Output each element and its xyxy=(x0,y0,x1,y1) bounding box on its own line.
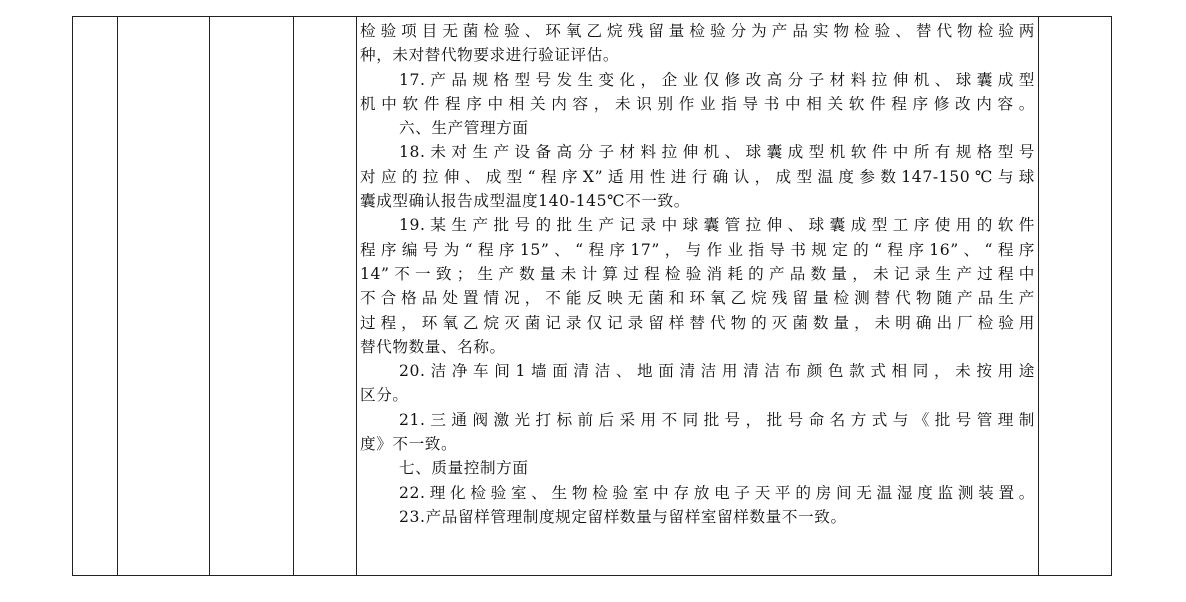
text-line: 不合格品处置情况，不能反映无菌和环氧乙烷残留量检测替代物随产品生产 xyxy=(360,289,1035,308)
text-line: 六、生产管理方面 xyxy=(399,119,529,138)
table-cell-col2 xyxy=(118,17,210,576)
text-line: 七、质量控制方面 xyxy=(399,459,529,478)
table-cell-col4 xyxy=(294,17,357,576)
text-line: 机中软件程序中相关内容，未识别作业指导书中相关软件程序修改内容。 xyxy=(360,94,1035,113)
text-line: 对应的拉伸、成型“程序X”适用性进行确认，成型温度参数147-150℃与球 xyxy=(360,167,1035,186)
table-cell-content xyxy=(357,17,1039,576)
text-line: 区分。 xyxy=(360,386,409,405)
text-line: 23.产品留样管理制度规定留样数量与留样室留样数量不一致。 xyxy=(399,507,847,526)
text-line: 14”不一致；生产数量未计算过程检验消耗的产品数量，未记录生产过程中 xyxy=(360,264,1035,283)
text-line: 22.理化检验室、生物检验室中存放电子天平的房间无温湿度监测装置。 xyxy=(399,483,1035,502)
text-line: 19.某生产批号的批生产记录中球囊管拉伸、球囊成型工序使用的软件 xyxy=(399,216,1035,235)
text-line: 替代物数量、名称。 xyxy=(360,337,506,356)
document-table xyxy=(72,16,1112,576)
text-line: 囊成型确认报告成型温度140-145℃不一致。 xyxy=(360,192,690,211)
text-line: 过程，环氧乙烷灭菌记录仅记录留样替代物的灭菌数量，未明确出厂检验用 xyxy=(360,313,1035,332)
text-line: 检验项目无菌检验、环氧乙烷残留量检验分为产品实物检验、替代物检验两 xyxy=(360,22,1035,40)
table-row xyxy=(73,17,1112,576)
content-text-block xyxy=(360,19,1035,529)
table-cell-col1 xyxy=(73,17,118,576)
text-line: 20.洁净车间1墙面清洁、地面清洁用清洁布颜色款式相同，未按用途 xyxy=(399,362,1035,381)
text-line: 种，未对替代物要求进行验证评估。 xyxy=(360,46,620,65)
table-cell-col6 xyxy=(1039,17,1112,576)
table-cell-col3 xyxy=(210,17,294,576)
text-line: 度》不一致。 xyxy=(360,435,458,454)
text-line: 17.产品规格型号发生变化，企业仅修改高分子材料拉伸机、球囊成型 xyxy=(399,70,1035,89)
text-line: 18.未对生产设备高分子材料拉伸机、球囊成型机软件中所有规格型号 xyxy=(399,143,1035,162)
text-line: 21.三通阀激光打标前后采用不同批号，批号命名方式与《批号管理制 xyxy=(399,410,1035,429)
text-line: 程序编号为“程序15”、“程序17”，与作业指导书规定的“程序16”、“程序 xyxy=(360,240,1035,259)
